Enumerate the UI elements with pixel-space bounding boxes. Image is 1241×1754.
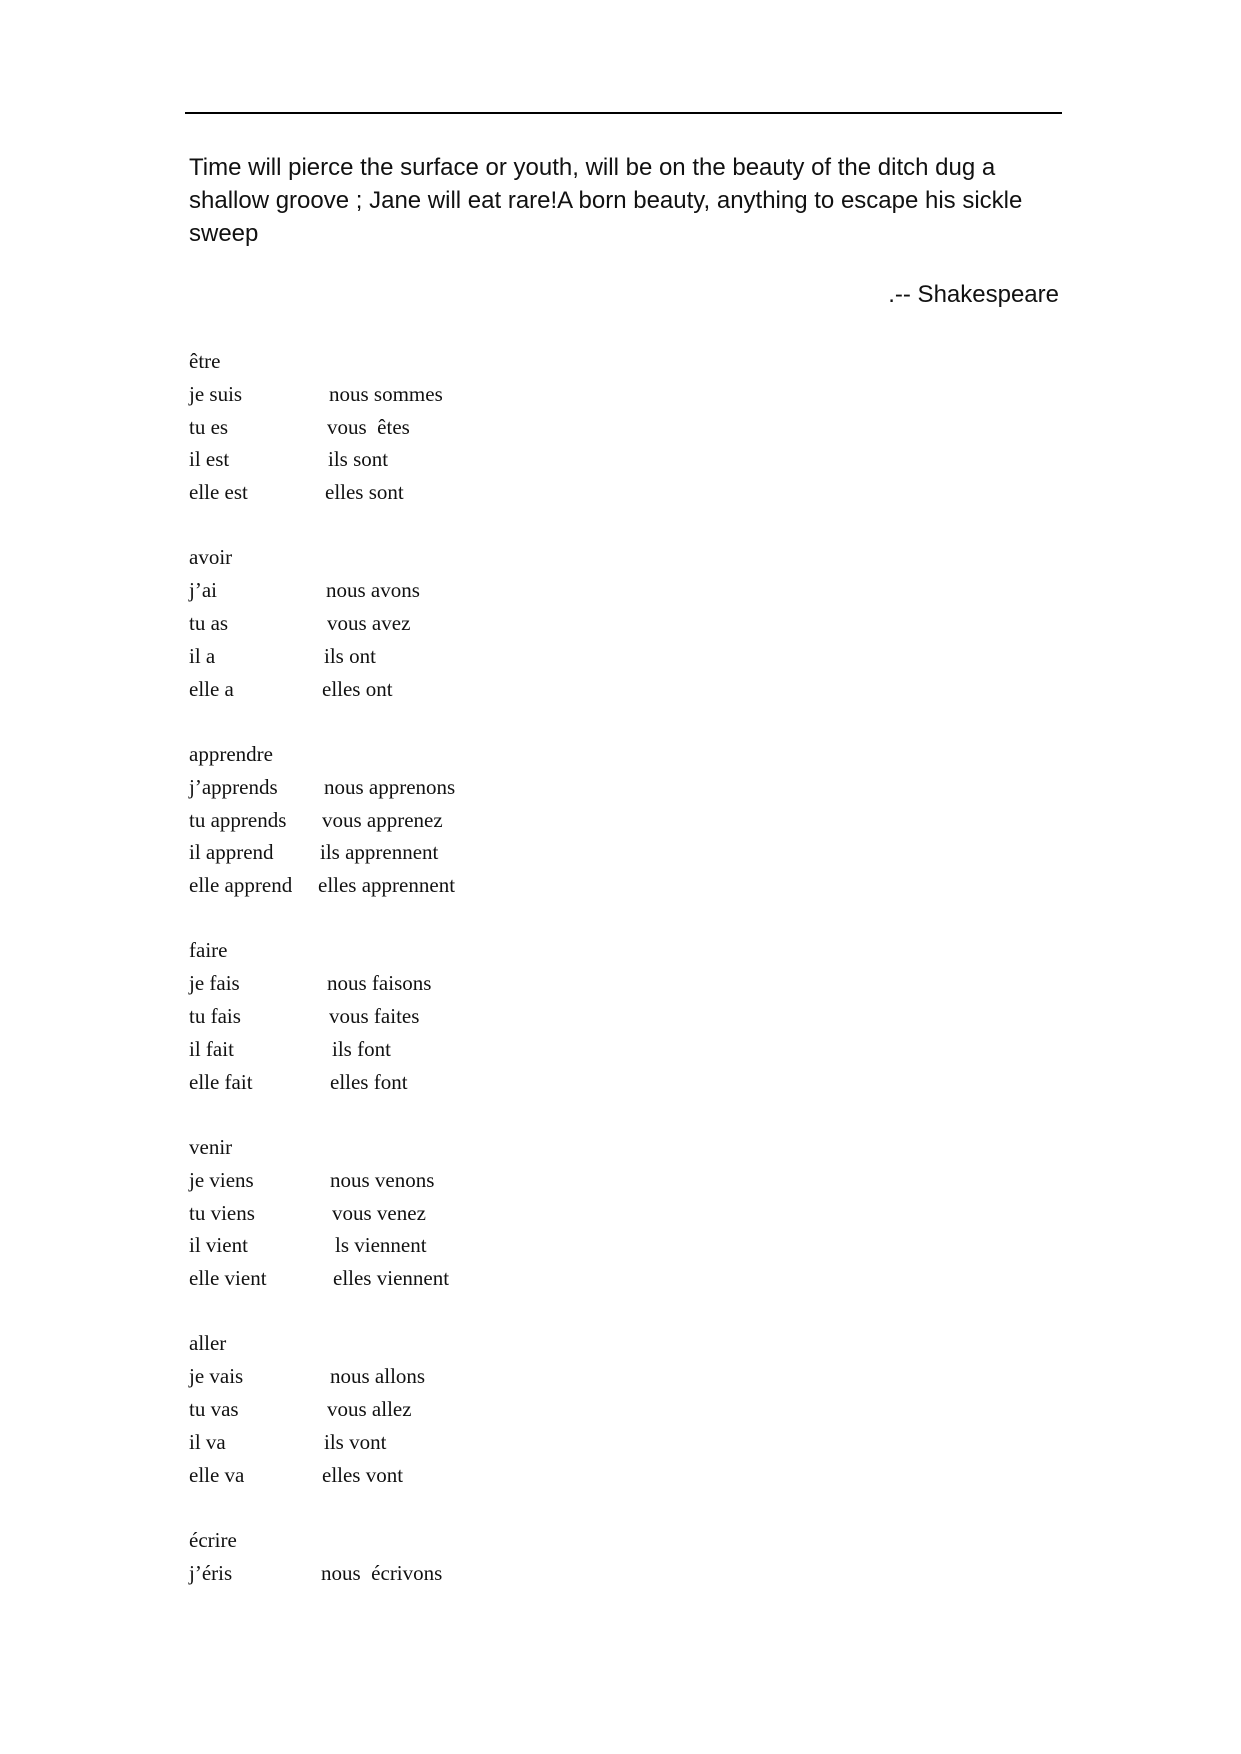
- singular-form: elle est: [189, 480, 248, 505]
- singular-form: tu es: [189, 414, 229, 439]
- plural-form: ls viennent: [335, 1233, 427, 1258]
- plural-form: ils ont: [324, 643, 376, 668]
- singular-form: il va: [189, 1429, 226, 1454]
- header-rule: [185, 112, 1062, 114]
- conjugation-row: [189, 869, 789, 902]
- conjugation-row: [189, 1164, 789, 1197]
- plural-form: nous venons: [330, 1167, 435, 1192]
- conjugation-row: [189, 443, 789, 476]
- conjugation-row: [189, 1459, 789, 1492]
- plural-form: nous avons: [326, 578, 420, 603]
- singular-form: j’ai: [189, 578, 217, 603]
- conjugation-row: [189, 1000, 789, 1033]
- conjugation-row: [189, 574, 789, 607]
- verb-name: venir: [189, 1134, 233, 1159]
- conjugation-row: [189, 607, 789, 640]
- conjugation-row: [189, 967, 789, 1000]
- plural-form: elles sont: [325, 480, 404, 505]
- plural-form: ils font: [332, 1036, 391, 1061]
- conjugation-row: [189, 640, 789, 673]
- verb-block: [189, 541, 789, 705]
- singular-form: tu as: [189, 611, 229, 636]
- plural-form: nous allons: [330, 1364, 426, 1389]
- conjugation-row: [189, 836, 789, 869]
- conjugation-row: [189, 1393, 789, 1426]
- conjugation-row: [189, 1426, 789, 1459]
- plural-form: elles apprennent: [318, 873, 456, 898]
- singular-form: j’éris: [189, 1560, 233, 1585]
- singular-form: je suis: [189, 381, 243, 406]
- verb-name: aller: [189, 1331, 227, 1356]
- singular-form: tu viens: [189, 1200, 255, 1225]
- conjugation-row: [189, 1229, 789, 1262]
- plural-form: vous venez: [332, 1200, 426, 1225]
- singular-form: il vient: [189, 1233, 248, 1258]
- singular-form: elle va: [189, 1462, 245, 1487]
- singular-form: tu apprends: [189, 807, 287, 832]
- singular-form: je viens: [189, 1167, 254, 1192]
- conjugation-row: [189, 1197, 789, 1230]
- plural-form: nous écrivons: [321, 1560, 443, 1585]
- verb-name: apprendre: [189, 741, 273, 766]
- quote-attribution: .-- Shakespeare: [888, 281, 1059, 308]
- plural-form: nous faisons: [327, 971, 432, 996]
- verb-name: avoir: [189, 545, 233, 570]
- conjugation-row: [189, 476, 789, 509]
- plural-form: elles viennent: [333, 1266, 450, 1291]
- verb-block: [189, 1524, 789, 1590]
- plural-form: elles ont: [322, 676, 393, 701]
- singular-form: je fais: [189, 971, 240, 996]
- plural-form: vous êtes: [327, 414, 410, 439]
- conjugation-row: [189, 1033, 789, 1066]
- verb-name: faire: [189, 938, 228, 963]
- singular-form: je vais: [189, 1364, 244, 1389]
- plural-form: ils vont: [324, 1429, 387, 1454]
- conjugation-row: [189, 378, 789, 411]
- conjugation-row: [189, 1557, 789, 1590]
- plural-form: vous apprenez: [322, 807, 443, 832]
- singular-form: elle fait: [189, 1069, 253, 1094]
- singular-form: il fait: [189, 1036, 234, 1061]
- plural-form: ils apprennent: [320, 840, 439, 865]
- plural-form: elles font: [330, 1069, 408, 1094]
- conjugation-row: [189, 804, 789, 837]
- singular-form: il apprend: [189, 840, 274, 865]
- verb-block: [189, 1327, 789, 1491]
- verb-conjugation-list: [189, 345, 789, 1590]
- singular-form: elle vient: [189, 1266, 267, 1291]
- conjugation-row: [189, 1262, 789, 1295]
- plural-form: vous allez: [327, 1397, 412, 1422]
- quote-text: Time will pierce the surface or youth, will be on the beauty of the ditch dug a shallow groove ; Jane will eat rare!A born beauty, anything to escape his sickle sweep: [189, 154, 1023, 247]
- plural-form: vous faites: [329, 1004, 420, 1029]
- plural-form: nous apprenons: [324, 774, 456, 799]
- plural-form: nous sommes: [329, 381, 443, 406]
- verb-block: [189, 345, 789, 509]
- verb-block: [189, 1131, 789, 1295]
- conjugation-row: [189, 673, 789, 706]
- singular-form: j’apprends: [189, 774, 278, 799]
- verb-name: écrire: [189, 1527, 237, 1552]
- verb-block: [189, 738, 789, 902]
- conjugation-row: [189, 771, 789, 804]
- singular-form: tu vas: [189, 1397, 239, 1422]
- singular-form: il est: [189, 447, 230, 472]
- conjugation-row: [189, 1360, 789, 1393]
- verb-block: [189, 934, 789, 1098]
- verb-name: être: [189, 349, 221, 373]
- singular-form: elle apprend: [189, 873, 293, 898]
- singular-form: il a: [189, 643, 216, 668]
- plural-form: elles vont: [322, 1462, 404, 1487]
- conjugation-row: [189, 1066, 789, 1099]
- conjugation-row: [189, 411, 789, 444]
- singular-form: elle a: [189, 676, 234, 701]
- plural-form: ils sont: [328, 447, 389, 472]
- plural-form: vous avez: [327, 611, 411, 636]
- singular-form: tu fais: [189, 1004, 241, 1029]
